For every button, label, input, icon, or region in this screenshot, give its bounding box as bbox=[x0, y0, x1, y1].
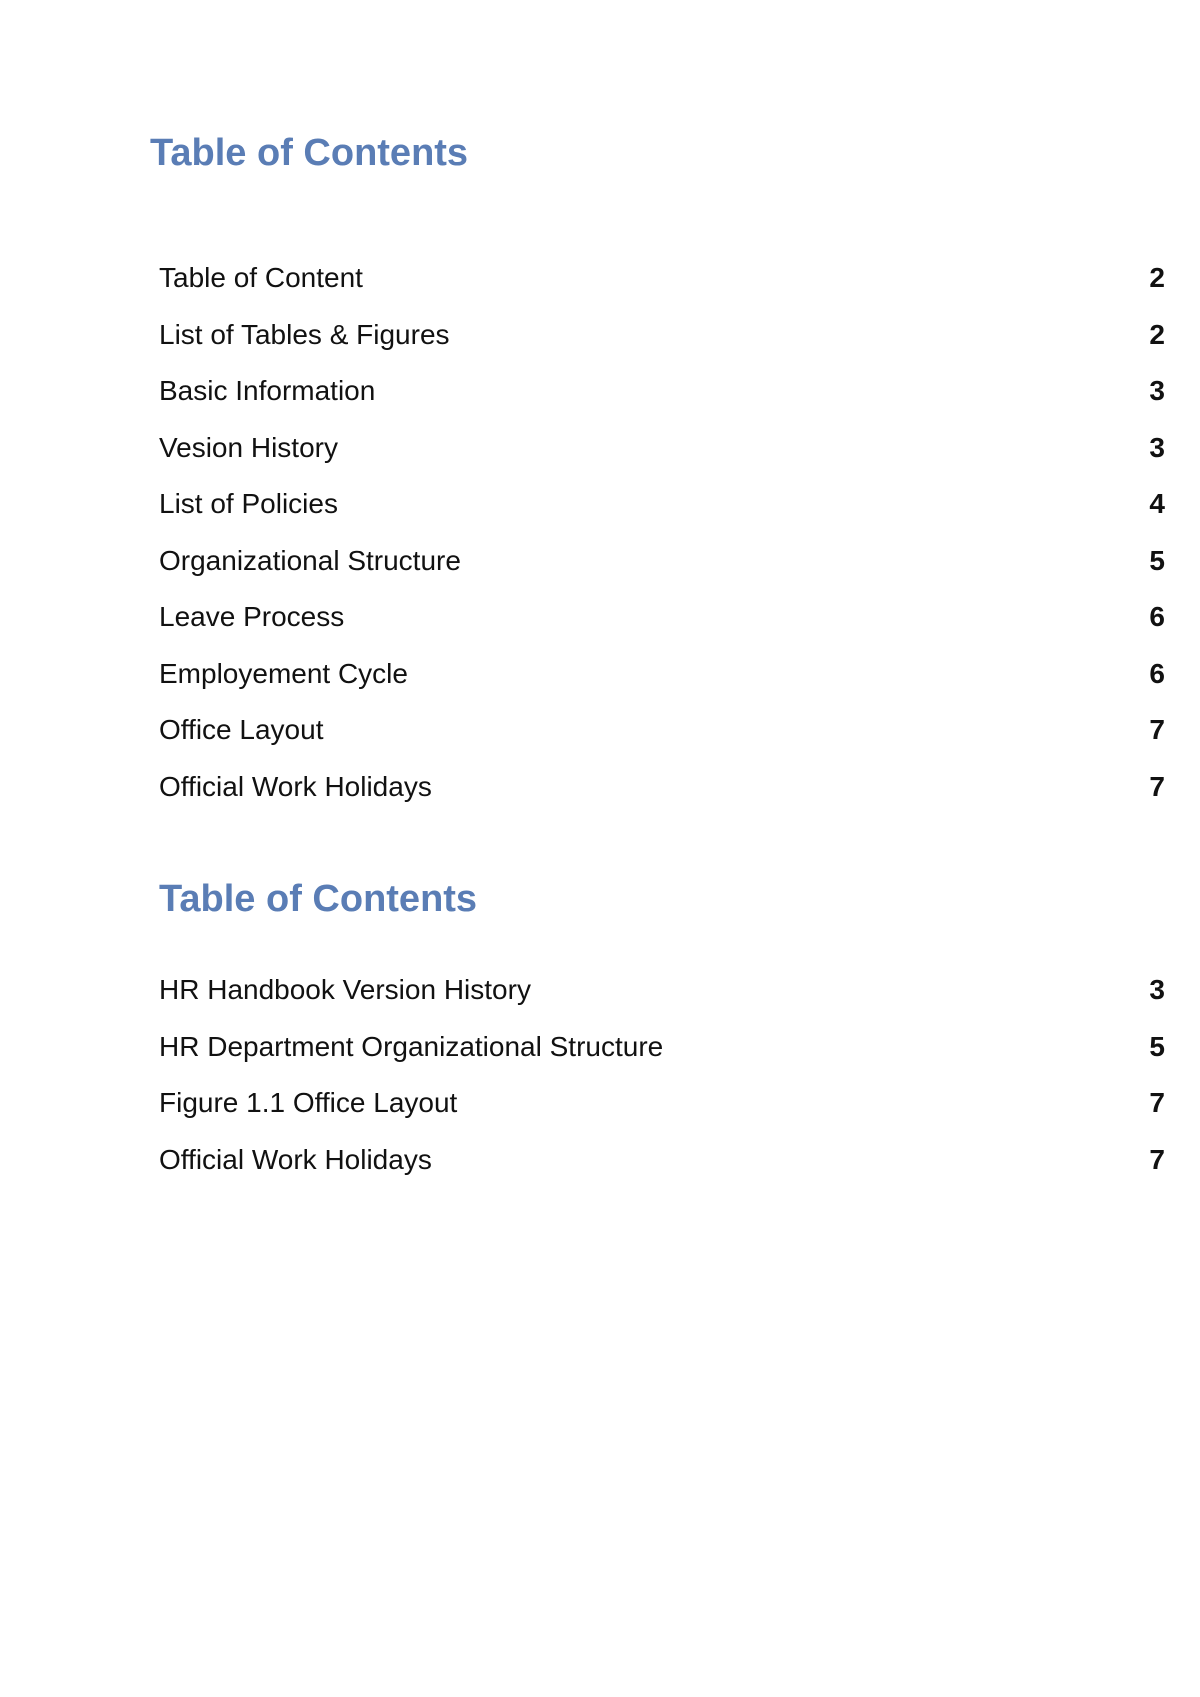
figure-entry-label: Official Work Holidays bbox=[159, 1143, 432, 1175]
toc-entry[interactable] bbox=[159, 307, 1165, 364]
toc-entry[interactable] bbox=[159, 420, 1165, 477]
toc-entry-page: 5 bbox=[1149, 544, 1165, 576]
toc-entry-label: Office Layout bbox=[159, 714, 324, 746]
toc-entry-label: List of Tables & Figures bbox=[159, 318, 450, 350]
figure-entry-label: HR Department Organizational Structure bbox=[159, 1030, 664, 1062]
toc-entry-page: 7 bbox=[1149, 770, 1165, 802]
figure-entry-page: 5 bbox=[1149, 1030, 1165, 1062]
toc-entry[interactable] bbox=[159, 250, 1165, 307]
toc-entry-page: 7 bbox=[1149, 714, 1165, 746]
figure-entry-page: 3 bbox=[1149, 974, 1165, 1006]
figure-entry[interactable] bbox=[159, 1019, 1165, 1076]
toc-entry[interactable] bbox=[159, 533, 1165, 590]
toc-entry-page: 6 bbox=[1149, 657, 1165, 689]
toc-entry-page: 2 bbox=[1149, 262, 1165, 294]
toc-heading: Table of Contents bbox=[150, 132, 469, 174]
toc-entry-label: Official Work Holidays bbox=[159, 770, 432, 802]
toc-entry-page: 4 bbox=[1149, 488, 1165, 520]
figures-heading: Table of Contents bbox=[159, 878, 478, 920]
toc-entry-page: 6 bbox=[1149, 601, 1165, 633]
toc-entry[interactable] bbox=[159, 476, 1165, 533]
toc-entry-page: 3 bbox=[1149, 431, 1165, 463]
toc-entry-label: Leave Process bbox=[159, 601, 345, 633]
toc-entry-label: Employement Cycle bbox=[159, 657, 408, 689]
toc-entry-label: Basic Information bbox=[159, 375, 376, 407]
toc-entry[interactable] bbox=[159, 646, 1165, 703]
toc-list bbox=[159, 250, 1165, 815]
figure-entry-label: Figure 1.1 Office Layout bbox=[159, 1087, 458, 1119]
toc-entry[interactable] bbox=[159, 759, 1165, 816]
figures-list bbox=[159, 962, 1165, 1188]
toc-entry[interactable] bbox=[159, 363, 1165, 420]
toc-entry-label: Table of Content bbox=[159, 262, 363, 294]
toc-entry-page: 2 bbox=[1149, 318, 1165, 350]
figure-entry-label: HR Handbook Version History bbox=[159, 974, 531, 1006]
figure-entry-page: 7 bbox=[1149, 1143, 1165, 1175]
toc-entry-label: Vesion History bbox=[159, 431, 338, 463]
toc-entry-label: List of Policies bbox=[159, 488, 338, 520]
toc-entry-label: Organizational Structure bbox=[159, 544, 461, 576]
figure-entry[interactable] bbox=[159, 1075, 1165, 1132]
figure-entry[interactable] bbox=[159, 962, 1165, 1019]
toc-entry-page: 3 bbox=[1149, 375, 1165, 407]
figure-entry[interactable] bbox=[159, 1132, 1165, 1189]
toc-entry[interactable] bbox=[159, 702, 1165, 759]
figure-entry-page: 7 bbox=[1149, 1087, 1165, 1119]
toc-entry[interactable] bbox=[159, 589, 1165, 646]
